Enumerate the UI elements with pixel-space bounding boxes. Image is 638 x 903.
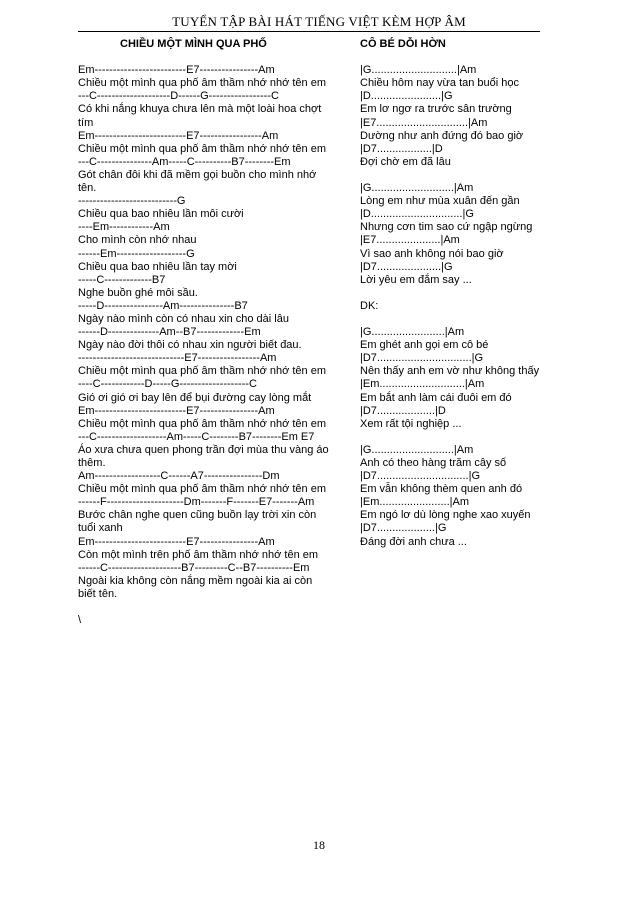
chord-line: Em-------------------------E7-----------------Am [78,129,279,142]
song-title: CÔ BÉ DỖI HỜN [360,38,446,50]
chord-line: |G...........................|Am [360,182,474,195]
chord-line: ------D--------------Am--B7-------------Em [78,326,261,339]
lyric-line: Chiều qua bao nhiêu lần tay mời [78,260,237,273]
chord-line: |D7...................|D [360,404,446,417]
chord-line: |D7...................|G [360,522,447,535]
chord-line: ------F---------------------Dm-------F-------E7-------Am [78,496,315,509]
lyric-line: Chiều một mình qua phố âm thầm nhớ nhớ tên em [78,142,327,155]
chord-line: |E7.....................|Am [360,234,460,247]
lyric-line: Nghe buồn ghé môi sầu. [78,286,198,299]
chord-line: |D7...............................|G [360,352,484,365]
lyric-line: Ngày nào đời thôi có nhau xin người biết đau. [78,339,302,352]
lyric-line [78,601,330,614]
lyric-line: Em ngó lơ dù lòng nghe xao xuyến [360,509,531,522]
chord-line: |E7..............................|Am [360,116,488,129]
chord-line: |G........................|Am [360,326,465,339]
chord-line: |G............................|Am [360,64,477,77]
chord-line: -----D----------------Am---------------B7 [78,299,248,312]
lyric-line: Em vẫn không thèm quen anh đó [360,483,523,496]
lyric-line: Chiều hôm nay vừa tan buổi học [360,77,520,90]
lyric-line [360,431,560,444]
chord-line: ---------------------------G [78,195,186,208]
book-header-title: TUYỂN TẬP BÀI HÁT TIẾNG VIỆT KÈM HỢP ÂM [172,14,466,29]
chord-line: |D7.....................|G [360,260,453,273]
lyric-line: Chiều một mình qua phố âm thầm nhớ nhớ tên em [78,77,327,90]
lyric-line: Nên thấy anh em vờ như không thấy [360,365,540,378]
lyric-line: Chiều một mình qua phố âm thầm nhớ nhớ tên em [78,365,327,378]
chord-line: |D7..................|D [360,142,443,155]
lyric-line: Em ghét anh gọi em cô bé [360,339,489,352]
lyric-line: Dường như anh đứng đó bao giờ [360,129,524,142]
lyric-line: Có khi nắng khuya chưa lên mà một loài hoa chợt tím [78,103,325,129]
chord-line: |D7..............................|G [360,470,481,483]
chord-line: Em-------------------------E7----------------Am [78,64,275,77]
page-number: 18 [313,838,325,852]
lyric-line [360,313,560,326]
chord-line: ------Em-------------------G [78,247,195,260]
chord-line: ---C--------------------D------G-----------------C [78,90,279,103]
chord-line: -----------------------------E7-----------------Am [78,352,277,365]
chord-line: |Em.......................|Am [360,496,470,509]
lyric-line: \ [78,614,82,627]
lyric-line: Chiều một mình qua phố âm thầm nhớ nhớ tên em [78,483,327,496]
lyric-line: Vì sao anh không nói bao giờ [360,247,504,260]
lyric-line: Em lơ ngơ ra trước sân trường [360,103,512,116]
song-column-right [360,38,560,549]
chord-line: |G...........................|Am [360,443,474,456]
lyric-line: Nhưng cơn tim sao cứ ngập ngừng [360,221,533,234]
lyric-line [360,287,560,300]
song-title: CHIỀU MỘT MÌNH QUA PHỐ [120,38,267,50]
lyrics-block [78,64,330,627]
chord-line: ---C-------------------Am-----C--------B7--------Em E7 [78,430,315,443]
chord-line: Em-------------------------E7----------------Am [78,535,275,548]
chord-line: ----C------------D-----G-------------------C [78,378,257,391]
lyric-line: Gót chân đôi khi đã mềm gọi buồn cho mình nhớ tên. [78,168,320,195]
chord-line: |Em............................|Am [360,378,485,391]
lyric-line: DK: [360,299,379,312]
lyric-line: Đáng đời anh chưa ... [360,535,467,548]
lyrics-block [360,64,560,548]
lyric-line: Anh có theo hàng trăm cây số [360,457,507,469]
lyric-line [360,169,560,182]
lyric-line: Ngoài kia không còn nắng mềm ngoài kia ai còn biết tên. [78,574,316,600]
lyric-line: Xem rất tội nghiệp ... [360,417,462,430]
chord-line: -----C-------------B7 [78,273,166,286]
lyric-line: Cho mình còn nhớ nhau [78,234,197,247]
lyric-line: Chiều một mình qua phố âm thầm nhớ nhớ tên em [78,417,327,430]
chord-line: Em-------------------------E7----------------Am [78,404,275,417]
lyric-line: Bước chân nghe quen cũng buồn lạy trời xin còn tuổi xanh [78,509,320,535]
lyric-line: Đợi chờ em đã lâu [360,155,451,168]
lyric-line: Lòng em như mùa xuân đến gần [360,195,520,208]
chord-line: |D.......................|G [360,90,453,103]
song-column-left [78,38,330,627]
lyric-line: Gió ơi gió ơi bay lên để bụi đường cay lòng mắt [78,391,312,404]
chord-line: ----Em------------Am [78,221,170,234]
lyric-line: Em bắt anh làm cái đuôi em đó [360,391,512,404]
chord-line: ---C---------------Am-----C----------B7--------Em [78,155,291,168]
chord-line: Am------------------C------A7----------------Dm [78,470,280,483]
lyric-line: Ngày nào mình còn có nhau xin cho dài lâu [78,312,289,325]
lyric-line: Còn một mình trên phố âm thầm nhớ nhớ tên em [78,548,319,561]
header-divider [78,31,540,32]
chord-line: ------C--------------------B7---------C--B7----------Em [78,561,310,574]
lyric-line: Chiều qua bao nhiêu lần môi cười [78,208,244,221]
chord-line: |D..............................|G [360,208,474,221]
lyric-line: Áo xưa chưa quen phong trần đợi mùa thu vàng áo thêm. [78,443,332,469]
lyric-line: Lời yêu em đắm say ... [360,273,472,286]
